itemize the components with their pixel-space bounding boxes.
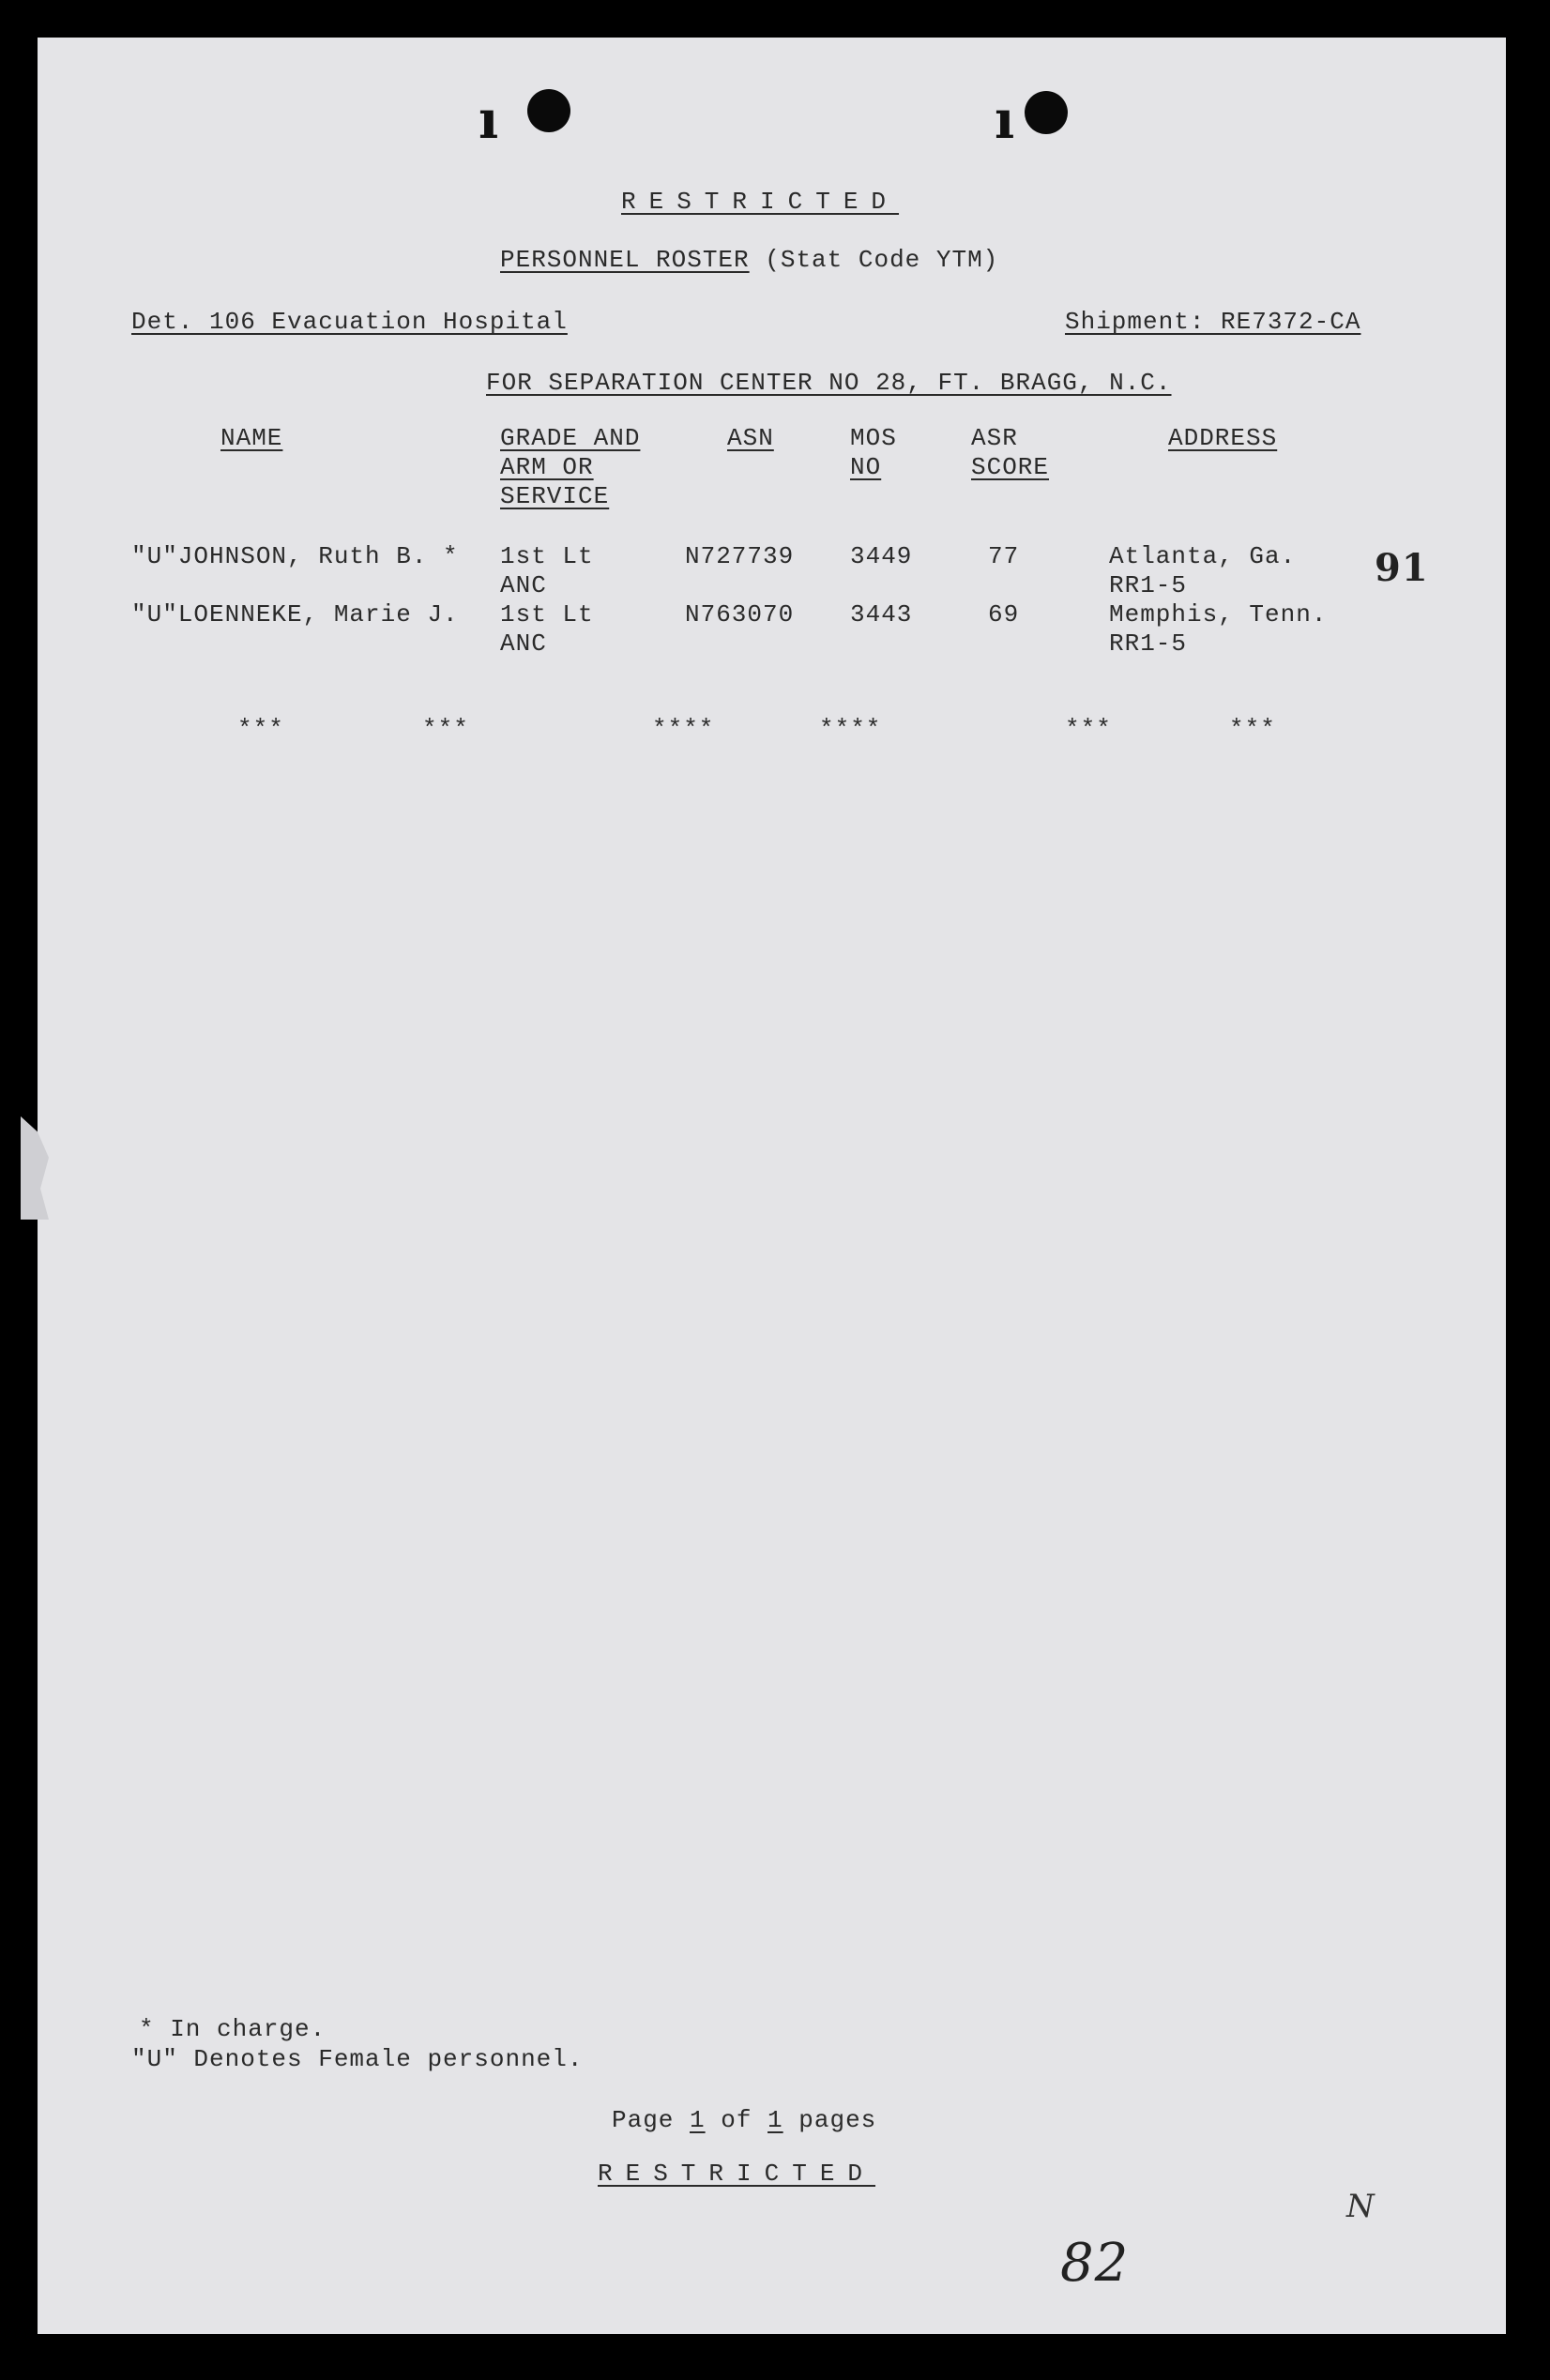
row-1-mos: 3449 <box>850 542 913 570</box>
col-header-asn: ASN <box>727 424 774 452</box>
col-header-grade <box>500 424 640 511</box>
col-header-grade-line2: ARM OR <box>500 453 594 481</box>
col-header-asr <box>971 424 1049 482</box>
separator-2: *** <box>422 715 469 743</box>
classification-bottom: RESTRICTED <box>598 2160 876 2188</box>
col-header-mos <box>850 424 897 482</box>
page-count-current: 1 <box>690 2106 706 2134</box>
punch-hole-left <box>527 89 570 132</box>
row-1-name: "U"JOHNSON, Ruth B. * <box>131 542 459 570</box>
row-1-address-route: RR1-5 <box>1109 571 1188 599</box>
row-2-mos: 3443 <box>850 600 913 629</box>
footnote-in-charge: * In charge. <box>139 2015 327 2043</box>
separator-3: **** <box>652 715 715 743</box>
separator-6: *** <box>1229 715 1276 743</box>
row-1-grade-rank: 1st Lt <box>500 542 594 570</box>
roster-stat-code: (Stat Code YTM) <box>765 246 999 274</box>
row-2-name: "U"LOENNEKE, Marie J. <box>131 600 459 629</box>
page-count-suffix: pages <box>783 2106 877 2134</box>
row-2-grade-service: ANC <box>500 629 547 658</box>
stamped-page-number: 91 <box>1375 546 1429 590</box>
binder-mark-left: ı <box>479 89 500 151</box>
row-2-address-route: RR1-5 <box>1109 629 1188 658</box>
classification-top: RESTRICTED <box>621 188 900 216</box>
row-2-asr: 69 <box>988 600 1020 629</box>
footnote-female: "U" Denotes Female personnel. <box>131 2045 584 2073</box>
col-header-grade-line3: SERVICE <box>500 482 610 510</box>
binder-mark-right: ı <box>995 89 1016 151</box>
row-2-grade <box>500 600 594 659</box>
row-1-grade <box>500 542 594 600</box>
separator-1: *** <box>237 715 284 743</box>
row-2-grade-rank: 1st Lt <box>500 600 594 629</box>
roster-title <box>500 246 998 274</box>
destination-line: FOR SEPARATION CENTER NO 28, FT. BRAGG, N.C. <box>486 369 1172 397</box>
punch-hole-right <box>1025 91 1068 134</box>
col-header-grade-line1: GRADE AND <box>500 424 641 452</box>
shipment-number: Shipment: RE7372-CA <box>1065 308 1361 336</box>
page-count-total: 1 <box>767 2106 783 2134</box>
handwritten-initials: N <box>1346 2188 1375 2225</box>
torn-edge <box>21 1116 49 1220</box>
document-page <box>38 38 1506 2334</box>
row-1-grade-service: ANC <box>500 571 547 599</box>
col-header-mos-line1: MOS <box>850 424 897 452</box>
handwritten-number: 82 <box>1060 2233 1130 2294</box>
page-count <box>612 2106 876 2134</box>
separator-4: **** <box>819 715 882 743</box>
col-header-address: ADDRESS <box>1168 424 1278 452</box>
unit-name: Det. 106 Evacuation Hospital <box>131 308 568 336</box>
row-2-address <box>1109 600 1327 659</box>
row-1-address <box>1109 542 1296 600</box>
row-2-asn: N763070 <box>685 600 795 629</box>
col-header-mos-line2: NO <box>850 453 882 481</box>
row-2-address-city: Memphis, Tenn. <box>1109 600 1328 629</box>
col-header-name: NAME <box>220 424 283 452</box>
page-count-prefix: Page <box>612 2106 691 2134</box>
row-1-asr: 77 <box>988 542 1020 570</box>
page-count-mid: of <box>705 2106 768 2134</box>
col-header-asr-line1: ASR <box>971 424 1018 452</box>
roster-title-main: PERSONNEL ROSTER <box>500 246 750 274</box>
row-1-address-city: Atlanta, Ga. <box>1109 542 1297 570</box>
col-header-asr-line2: SCORE <box>971 453 1050 481</box>
row-1-asn: N727739 <box>685 542 795 570</box>
separator-5: *** <box>1065 715 1112 743</box>
